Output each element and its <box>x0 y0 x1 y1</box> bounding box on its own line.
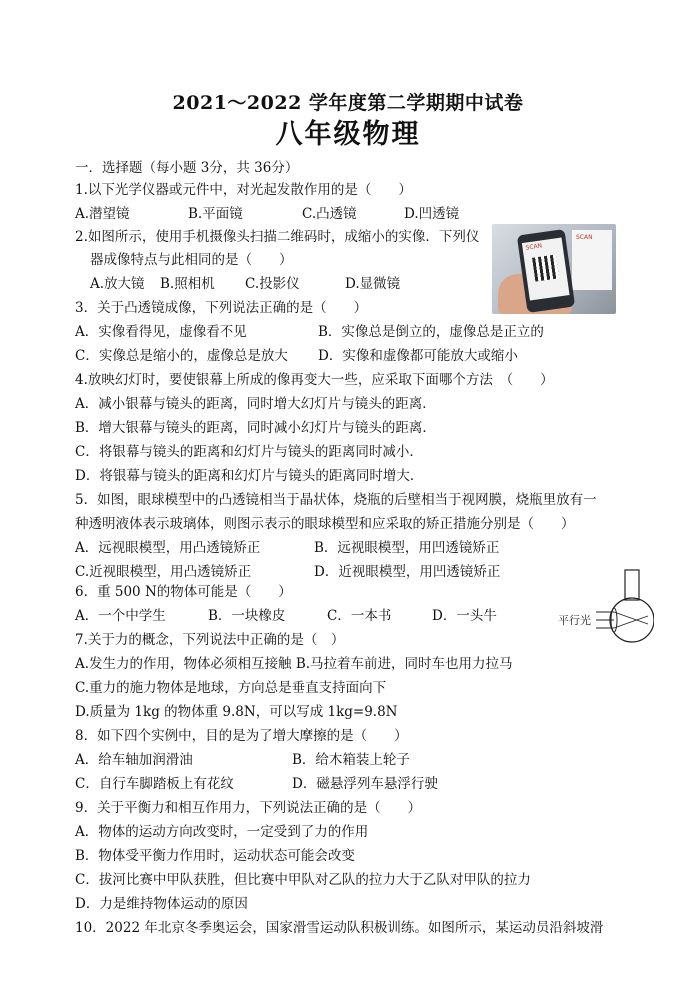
q1-option-d: D.凹透镜 <box>404 206 460 222</box>
q2-option-c: C.投影仪 <box>245 276 300 292</box>
q5-option-b: B．远视眼模型，用凹透镜矫正 <box>314 540 500 556</box>
q3-option-d: D．实像和虚像都可能放大或缩小 <box>318 348 518 364</box>
phone-screen <box>522 238 570 301</box>
subject-title: 八年级物理 <box>275 119 421 150</box>
section-heading: 一．选择题（每小题 3分，共 36分） <box>75 160 299 176</box>
parallel-light-label: 平行光 <box>558 614 591 627</box>
question-8: 8．如下四个实例中，目的是为了增大摩擦的是（ ） <box>75 728 408 744</box>
question-2-cont: 器成像特点与此相同的是（ ） <box>90 252 293 268</box>
scan-label: SCAN <box>576 234 593 241</box>
eye-model-diagram <box>558 568 654 646</box>
q6-option-d: D．一头牛 <box>432 608 497 624</box>
exam-title: 2021～2022 学年度第二学期期中试卷 <box>172 92 524 114</box>
q3-option-c: C．实像总是缩小的，虚像总是放大 <box>75 348 288 364</box>
q4-option-b: B．增大银幕与镜头的距离，同时减小幻灯片与镜头的距离． <box>75 420 436 436</box>
question-5: 5．如图，眼球模型中的凸透镜相当于晶状体，烧瓶的后壁相当于视网膜，烧瓶里放有一 <box>75 492 597 508</box>
question-10: 10．2022 年北京冬季奥运会，国家滑雪运动队积极训练。如图所示，某运动员沿斜坡滑 <box>75 920 604 936</box>
question-1: 1.以下光学仪器或元件中，对光起发散作用的是（ ） <box>75 182 412 198</box>
q2-option-b: B.照相机 <box>160 276 215 292</box>
q6-option-a: A．一个中学生 <box>75 608 166 624</box>
q9-option-a: A．物体的运动方向改变时，一定受到了力的作用 <box>75 824 369 840</box>
q6-option-c: C．一本书 <box>327 608 392 624</box>
q4-option-c: C．将银幕与镜头的距离和幻灯片与镜头的距离同时减小． <box>75 444 423 460</box>
question-9: 9．关于平衡力和相互作用力，下列说法正确的是（ ） <box>75 800 422 816</box>
q6-option-b: B．一块橡皮 <box>208 608 286 624</box>
q1-option-c: C.凸透镜 <box>302 206 357 222</box>
q2-option-d: D.显微镜 <box>345 276 401 292</box>
phone-icon <box>517 229 575 313</box>
question-7: 7.关于力的概念，下列说法中正确的是（ ） <box>75 632 345 648</box>
q4-option-a: A．减小银幕与镜头的距离，同时增大幻灯片与镜头的距离． <box>75 396 436 412</box>
flask-neck <box>625 570 639 600</box>
q1-option-a: A.潜望镜 <box>75 206 130 222</box>
q2-option-a: A.放大镜 <box>90 276 145 292</box>
question-5-cont: 种透明液体表示玻璃体，则图示表示的眼球模型和应采取的矫正措施分别是（ ） <box>75 516 575 532</box>
question-2: 2.如图所示，使用手机摄像头扫描二维码时，成缩小的实像．下列仪 <box>75 229 480 245</box>
q8-option-b: B．给木箱装上轮子 <box>292 752 410 768</box>
q7-option-ab: A.发生力的作用，物体必须相互接触 B.马拉着车前进，同时车也用力拉马 <box>75 656 513 672</box>
question-3: 3．关于凸透镜成像，下列说法正确的是（ ） <box>75 300 368 316</box>
q5-option-c: C.近视眼模型，用凸透镜矫正 <box>75 564 252 580</box>
question-4: 4.放映幻灯时，要使银幕上所成的像再变大一些，应采取下面哪个方法 （ ） <box>75 372 554 388</box>
q3-option-b: B．实像总是倒立的，虚像总是正立的 <box>318 324 544 340</box>
q8-option-a: A．给车轴加润滑油 <box>75 752 193 768</box>
scan-label: SCAN <box>525 242 543 252</box>
question-6: 6．重 500 N的物体可能是（ ） <box>75 584 292 600</box>
q7-option-d: D.质量为 1kg 的物体重 9.8N，可以写成 1kg=9.8N <box>75 704 398 720</box>
q8-option-c: C．自行车脚踏板上有花纹 <box>75 776 234 792</box>
q9-option-c: C．拔河比赛中甲队获胜，但比赛中甲队对乙队的拉力大于乙队对甲队的拉力 <box>75 872 531 888</box>
q8-option-d: D．磁悬浮列车悬浮行驶 <box>292 776 438 792</box>
q1-option-b: B.平面镜 <box>188 206 243 222</box>
q9-option-d: D．力是维持物体运动的原因 <box>75 896 248 912</box>
qr-scan-photo <box>492 224 616 314</box>
q7-option-c: C.重力的施力物体是地球，方向总是垂直支持面向下 <box>75 680 387 696</box>
paper-sheet <box>572 230 612 290</box>
q3-option-a: A．实像看得见，虚像看不见 <box>75 324 247 340</box>
q5-option-a: A．远视眼模型，用凸透镜矫正 <box>75 540 261 556</box>
q5-option-d: D．近视眼模型，用凹透镜矫正 <box>314 564 501 580</box>
qr-code-icon <box>532 254 559 281</box>
q9-option-b: B．物体受平衡力作用时，运动状态可能会改变 <box>75 848 355 864</box>
q4-option-d: D．将银幕与镜头的距离和幻灯片与镜头的距离同时增大． <box>75 468 424 484</box>
